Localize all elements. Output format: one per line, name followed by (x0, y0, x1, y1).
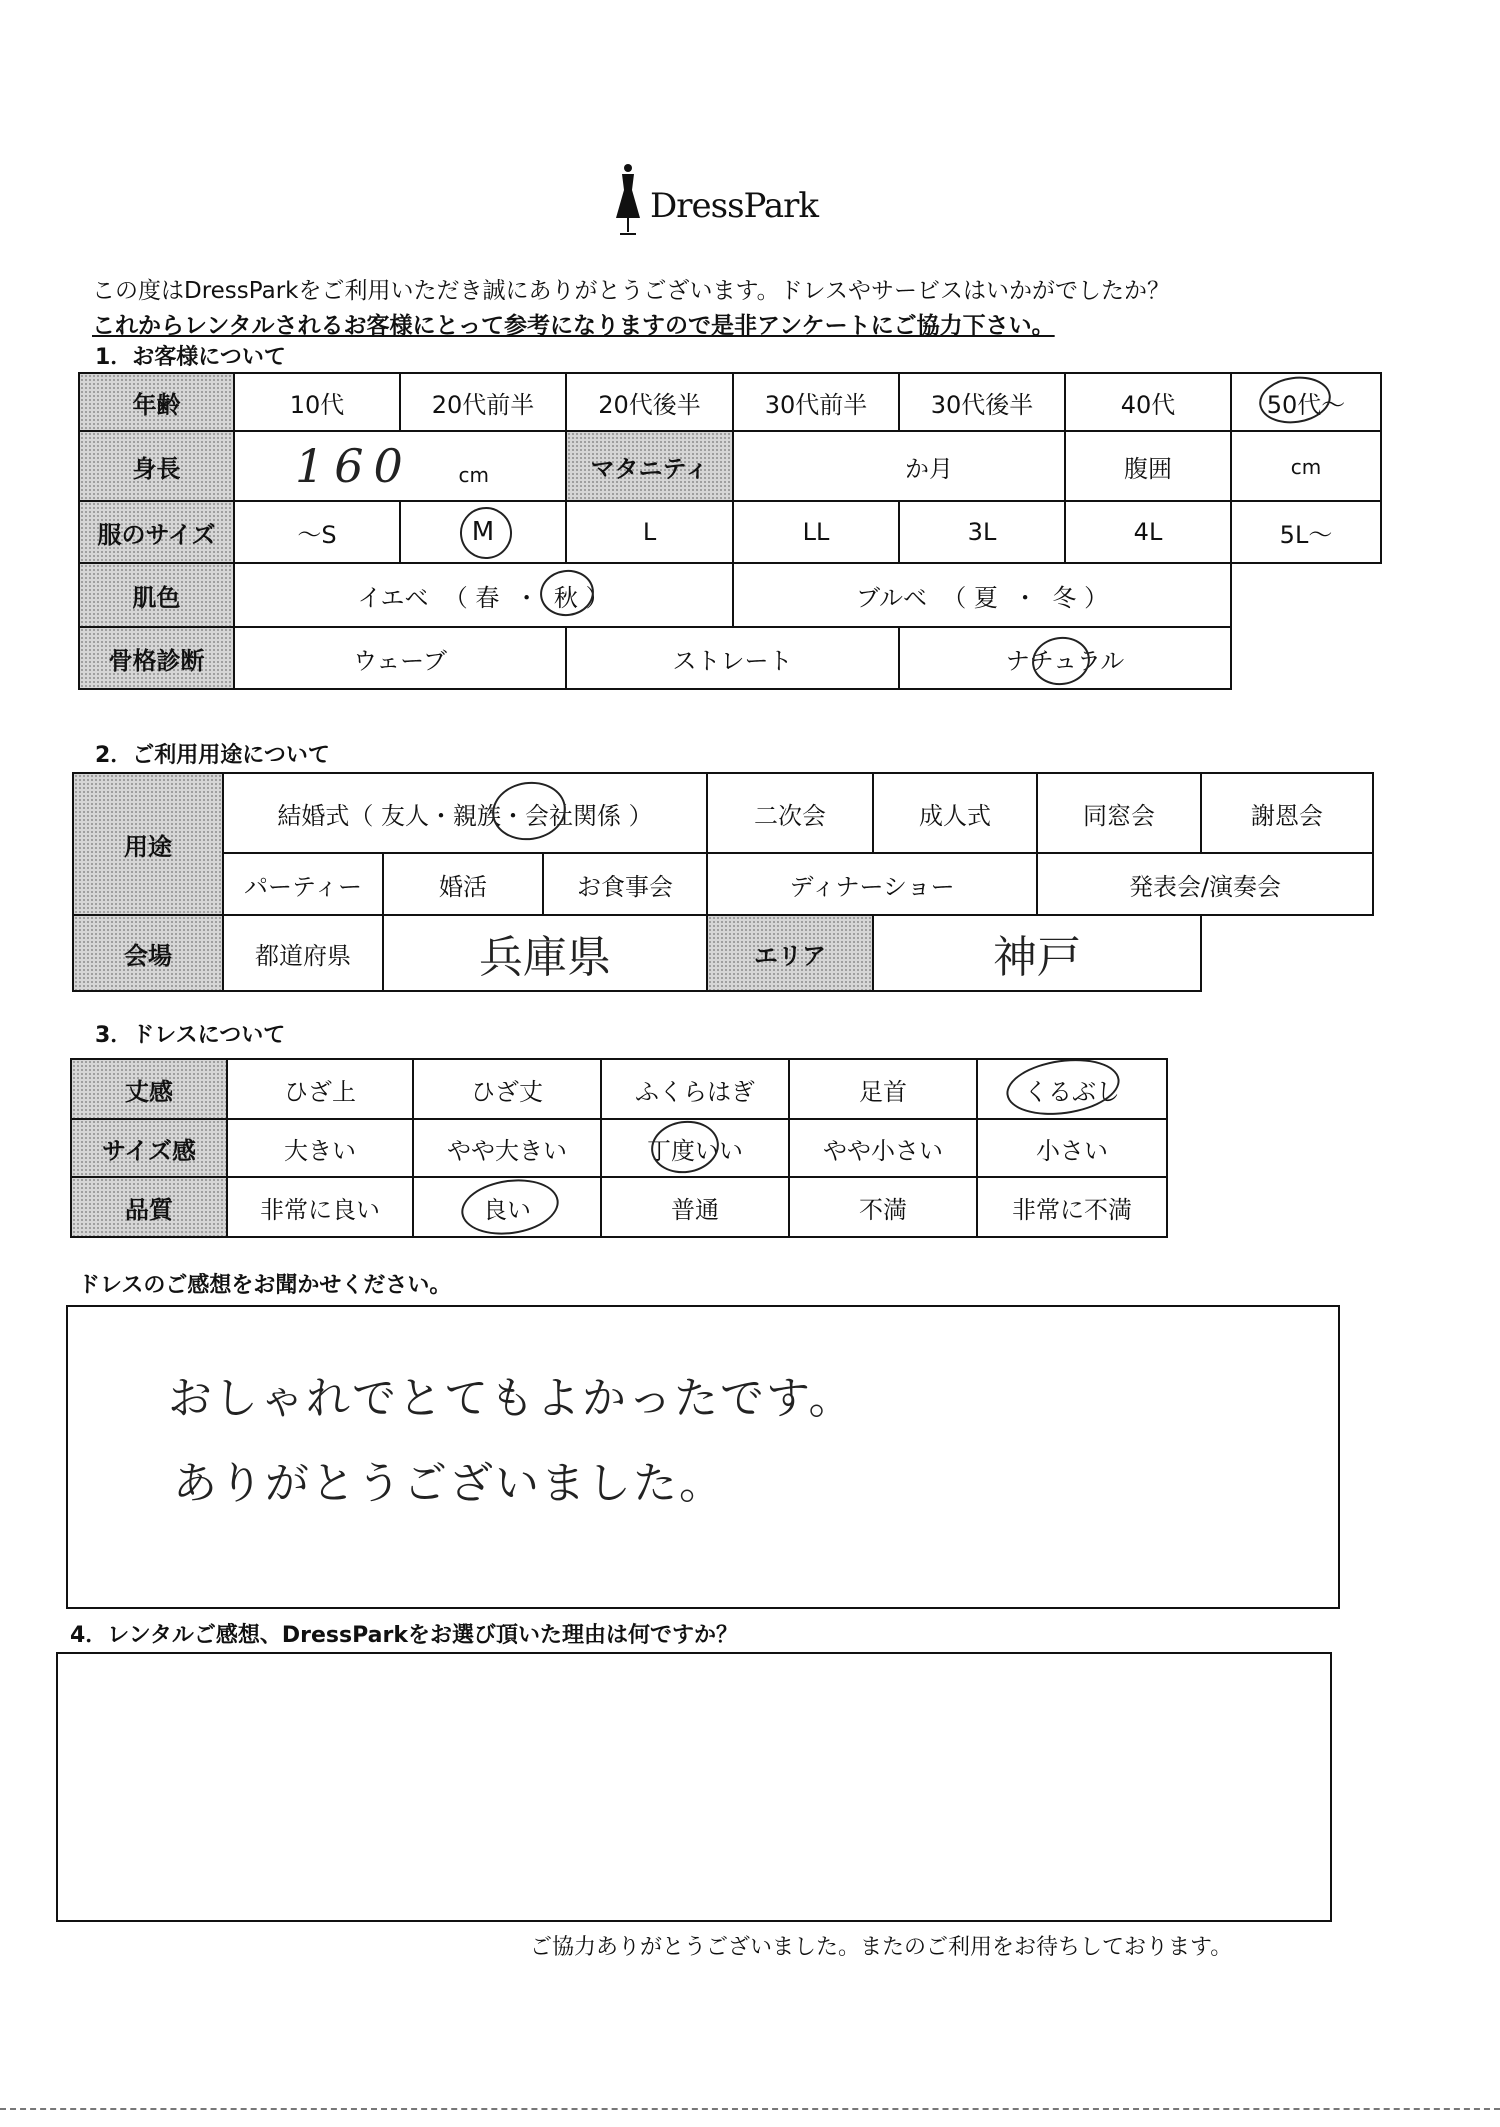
dress-form-icon (610, 160, 646, 240)
age-option-50s-plus[interactable]: 50代～ (1231, 373, 1381, 431)
age-option-late-30s[interactable]: 30代後半 (899, 373, 1065, 431)
dress-comment-box[interactable] (66, 1305, 1340, 1609)
height-unit: cm (458, 463, 489, 487)
age-option-late-20s[interactable]: 20代後半 (566, 373, 733, 431)
customer-info-table (78, 372, 1382, 690)
footer-thanks: ご協力ありがとうございました。またのご利用をお待ちしております。 (530, 1935, 1233, 1960)
quality-label: 品質 (71, 1177, 227, 1237)
area-field[interactable]: 神戸 (873, 915, 1201, 991)
age-option-early-20s[interactable]: 20代前半 (400, 373, 566, 431)
length-label: 丈感 (71, 1059, 227, 1119)
height-field[interactable] (234, 431, 566, 501)
intro-line-1: この度はDressParkをご利用いただき誠にありがとうございます。ドレスやサービスはいかがでしたか？ (92, 278, 1170, 304)
length-option-calf[interactable]: ふくらはぎ (601, 1059, 789, 1119)
maternity-months-field[interactable]: か月 (733, 431, 1065, 501)
height-value: 160 (295, 439, 413, 493)
size-label: 服のサイズ (79, 501, 234, 563)
section-2-title: 2．ご利用用途について (95, 743, 330, 768)
brand-name: DressPark (650, 186, 819, 226)
purpose-option-reunion[interactable]: 同窓会 (1037, 773, 1201, 853)
dress-table (70, 1058, 1168, 1238)
skeleton-label: 骨格診断 (79, 627, 234, 689)
fit-option-slightly-small[interactable]: やや小さい (789, 1119, 977, 1177)
blue-base-options[interactable]: ブルベ （ 夏 ・ 冬 ） (733, 563, 1231, 627)
scan-divider (0, 2108, 1500, 2110)
comment-prompt: ドレスのご感想をお聞かせください。 (78, 1273, 452, 1298)
purpose-option-dinner-show[interactable]: ディナーショー (707, 853, 1037, 915)
waist-label: 腹囲 (1065, 431, 1231, 501)
purpose-option-afterparty[interactable]: 二次会 (707, 773, 873, 853)
purpose-option-dinner[interactable]: お食事会 (543, 853, 707, 915)
size-option-3l[interactable]: 3L (899, 501, 1065, 563)
waist-field[interactable]: cm (1231, 431, 1381, 501)
section-3-title: 3．ドレスについて (95, 1023, 286, 1048)
usage-table (72, 772, 1374, 992)
skeleton-option-wave[interactable]: ウェーブ (234, 627, 566, 689)
empty-cell (1201, 915, 1373, 991)
intro-line-2: これからレンタルされるお客様にとって参考になりますので是非アンケートにご協力下さい。 (92, 313, 1055, 339)
quality-option-good[interactable]: 良い (413, 1177, 601, 1237)
size-option-s[interactable]: ～S (234, 501, 400, 563)
purpose-option-recital[interactable]: 発表会/演奏会 (1037, 853, 1373, 915)
length-option-ankle[interactable]: 足首 (789, 1059, 977, 1119)
size-option-5l[interactable]: 5L～ (1231, 501, 1381, 563)
height-label: 身長 (79, 431, 234, 501)
comment-line-2: ありがとうございました。 (173, 1458, 725, 1509)
rental-reason-box[interactable] (56, 1652, 1332, 1922)
venue-label: 会場 (73, 915, 223, 991)
quality-option-very-unsatisfied[interactable]: 非常に不満 (977, 1177, 1167, 1237)
dresspark-logo (610, 160, 850, 240)
length-option-knee[interactable]: ひざ丈 (413, 1059, 601, 1119)
size-option-l[interactable]: L (566, 501, 733, 563)
wedding-options[interactable]: 結婚式（ 友人・親族・会社関係 ） (223, 773, 707, 853)
prefecture-label: 都道府県 (223, 915, 383, 991)
size-option-4l[interactable]: 4L (1065, 501, 1231, 563)
prefecture-field[interactable]: 兵庫県 (383, 915, 707, 991)
length-option-above-knee[interactable]: ひざ上 (227, 1059, 413, 1119)
section-4-title: 4．レンタルご感想、DressParkをお選び頂いた理由は何ですか？ (70, 1623, 738, 1648)
skeleton-option-straight[interactable]: ストレート (566, 627, 899, 689)
quality-option-excellent[interactable]: 非常に良い (227, 1177, 413, 1237)
length-option-anklebone[interactable]: くるぶし (977, 1059, 1167, 1119)
purpose-option-party[interactable]: パーティー (223, 853, 383, 915)
fit-option-small[interactable]: 小さい (977, 1119, 1167, 1177)
purpose-option-coming-of-age[interactable]: 成人式 (873, 773, 1037, 853)
age-label: 年齢 (79, 373, 234, 431)
purpose-option-thanks-party[interactable]: 謝恩会 (1201, 773, 1373, 853)
section-1-title: 1．お客様について (95, 345, 286, 370)
quality-option-average[interactable]: 普通 (601, 1177, 789, 1237)
age-option-10s[interactable]: 10代 (234, 373, 400, 431)
yellow-base-options[interactable]: イエベ （ 春 ・ 秋 ） (234, 563, 733, 627)
age-option-early-30s[interactable]: 30代前半 (733, 373, 899, 431)
age-option-40s[interactable]: 40代 (1065, 373, 1231, 431)
size-option-m[interactable]: M (400, 501, 566, 563)
empty-cell (1231, 627, 1381, 689)
comment-line-1: おしゃれでとてもよかったです。 (168, 1373, 855, 1424)
purpose-option-konkatsu[interactable]: 婚活 (383, 853, 543, 915)
fit-option-just-right[interactable]: 丁度いい (601, 1119, 789, 1177)
maternity-label: マタニティ (566, 431, 733, 501)
fit-option-large[interactable]: 大きい (227, 1119, 413, 1177)
quality-option-unsatisfied[interactable]: 不満 (789, 1177, 977, 1237)
purpose-label: 用途 (73, 773, 223, 915)
area-label: エリア (707, 915, 873, 991)
fit-option-slightly-large[interactable]: やや大きい (413, 1119, 601, 1177)
size-option-ll[interactable]: LL (733, 501, 899, 563)
fit-label: サイズ感 (71, 1119, 227, 1177)
skeleton-option-natural[interactable]: ナチュラル (899, 627, 1231, 689)
empty-cell (1231, 563, 1381, 627)
skin-tone-label: 肌色 (79, 563, 234, 627)
